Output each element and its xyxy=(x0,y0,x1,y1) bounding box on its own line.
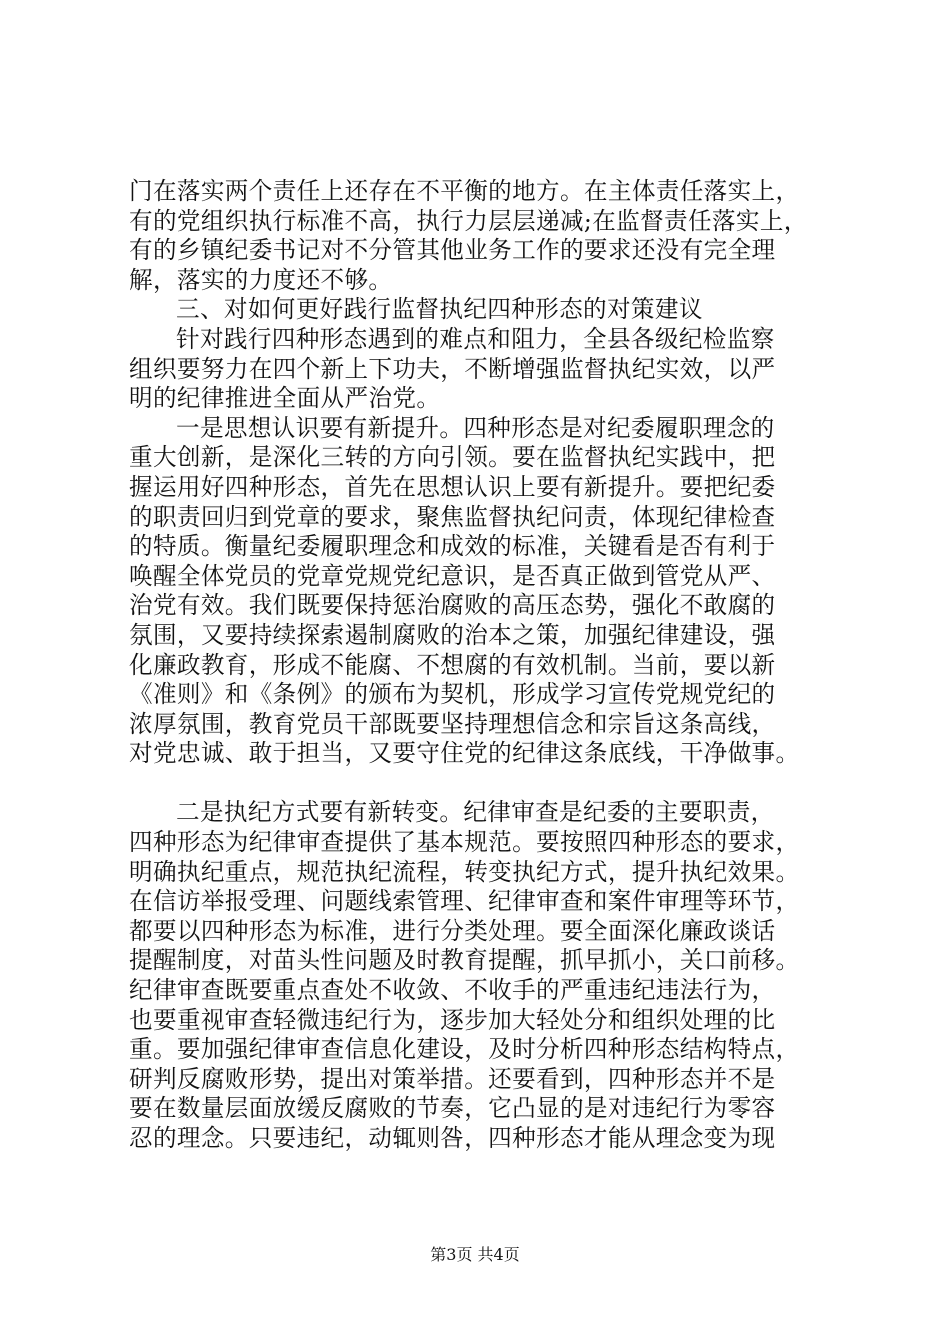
text-line: 都要以四种形态为标准，进行分类处理。要全面深化廉政谈话 xyxy=(129,916,776,945)
text-line: 唤醒全体党员的党章党规党纪意识，是否真正做到管党从严、 xyxy=(129,561,776,590)
text-line: 门在落实两个责任上还存在不平衡的地方。在主体责任落实上， xyxy=(129,177,800,205)
text-line: 针对践行四种形态遇到的难点和阻力，全县各级纪检监察 xyxy=(176,324,775,353)
text-line: 也要重视审查轻微违纪行为，逐步加大轻处分和组织处理的比 xyxy=(129,1005,776,1034)
text-line: 四种形态为纪律审查提供了基本规范。要按照四种形态的要求， xyxy=(129,828,800,857)
text-line: 明确执纪重点，规范执纪流程，转变执纪方式，提升执纪效果。 xyxy=(129,857,800,886)
text-line: 有的党组织执行标准不高，执行力层层递减;在监督责任落实上， xyxy=(129,206,808,235)
text-line: 治党有效。我们既要保持惩治腐败的高压态势，强化不敢腐的 xyxy=(129,591,776,620)
page-number: 第3页 共4页 xyxy=(430,1245,520,1264)
text-line: 的特质。衡量纪委履职理念和成效的标准，关键看是否有利于 xyxy=(129,532,776,561)
text-line: 明的纪律推进全面从严治党。 xyxy=(129,384,441,413)
text-line: 重。要加强纪律审查信息化建设，及时分析四种形态结构特点， xyxy=(129,1035,800,1064)
body-text xyxy=(129,177,829,1154)
text-line: 要在数量层面放缓反腐败的节奏，它凸显的是对违纪行为零容 xyxy=(129,1094,776,1123)
text-line: 氛围，又要持续探索遏制腐败的治本之策，加强纪律建设，强 xyxy=(129,620,776,649)
text-line: 解，落实的力度还不够。 xyxy=(129,265,393,294)
section-heading: 三、对如何更好践行监督执纪四种形态的对策建议 xyxy=(176,295,703,324)
text-line: 在信访举报受理、问题线索管理、纪律审查和案件审理等环节， xyxy=(129,887,800,916)
text-line: 提醒制度，对苗头性问题及时教育提醒，抓早抓小，关口前移。 xyxy=(129,946,800,975)
text-line: 二是执纪方式要有新转变。纪律审查是纪委的主要职责， xyxy=(176,798,775,827)
paragraph-gap xyxy=(129,769,829,799)
text-line: 浓厚氛围，教育党员干部既要坚持理想信念和宗旨这条高线， xyxy=(129,709,776,738)
text-line: 组织要努力在四个新上下功夫，不断增强监督执纪实效，以严 xyxy=(129,354,776,383)
text-line: 忍的理念。只要违纪，动辄则咎，四种形态才能从理念变为现 xyxy=(129,1124,776,1152)
text-line: 重大创新，是深化三转的方向引领。要在监督执纪实践中，把 xyxy=(129,443,776,472)
text-line: 《准则》和《条例》的颁布为契机，形成学习宣传党规党纪的 xyxy=(129,680,776,709)
text-line: 一是思想认识要有新提升。四种形态是对纪委履职理念的 xyxy=(176,413,775,442)
text-line: 的职责回归到党章的要求，聚焦监督执纪问责，体现纪律检查 xyxy=(129,502,776,531)
text-line: 对党忠诚、敢于担当，又要守住党的纪律这条底线，干净做事。 xyxy=(129,739,800,768)
text-line: 纪律审查既要重点查处不收敛、不收手的严重违纪违法行为， xyxy=(129,976,776,1005)
text-line: 握运用好四种形态，首先在思想认识上要有新提升。要把纪委 xyxy=(129,472,776,501)
text-line: 研判反腐败形势，提出对策举措。还要看到，四种形态并不是 xyxy=(129,1064,776,1093)
text-line: 化廉政教育，形成不能腐、不想腐的有效机制。当前，要以新 xyxy=(129,650,776,679)
text-line: 有的乡镇纪委书记对不分管其他业务工作的要求还没有完全理 xyxy=(129,236,776,265)
